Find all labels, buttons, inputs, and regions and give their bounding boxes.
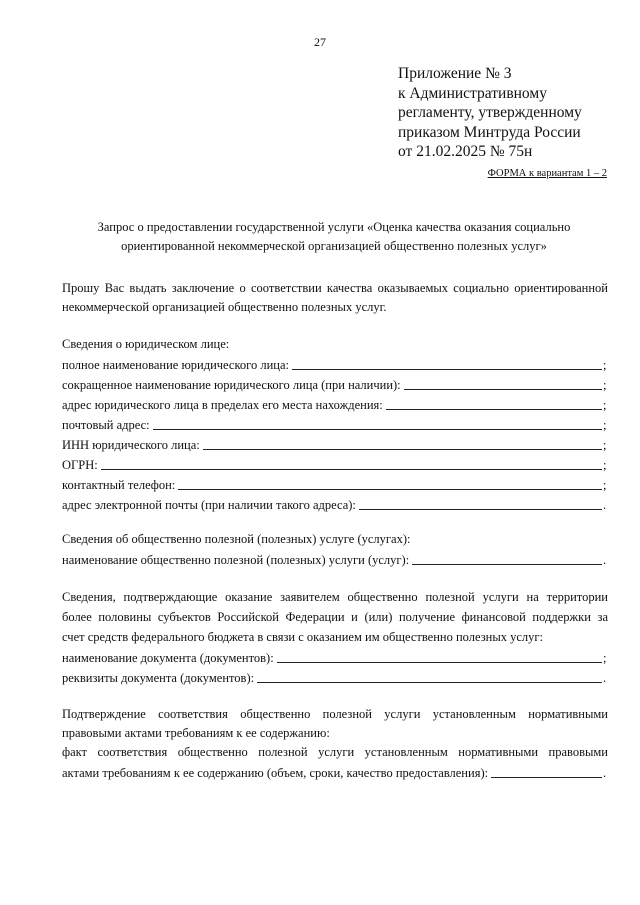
field-email[interactable] <box>62 494 608 513</box>
compliance-line: Подтверждение соответствия общественно полезной услуги установленным нормативными <box>62 707 608 721</box>
field-end: ; <box>603 418 607 432</box>
blank-line[interactable] <box>153 428 602 430</box>
blank-line[interactable] <box>292 368 602 370</box>
blank-line[interactable] <box>359 508 602 510</box>
field-end: ; <box>603 478 607 492</box>
field-label: ИНН юридического лица: <box>62 438 200 452</box>
document-title: Запрос о предоставлении государственной услуги «Оценка качества оказания социально ориентированной некоммерческой организацией общественно полезных услуг» <box>97 220 571 253</box>
field-document-name[interactable] <box>62 647 608 666</box>
appendix-line: приказом Минтруда России <box>398 123 581 141</box>
compliance-line: факт соответствия общественно полезной услуги установленным нормативными правовыми <box>62 745 608 759</box>
appendix-line: от 21.02.2025 № 75н <box>398 143 533 160</box>
field-label: адрес электронной почты (при наличии такого адреса): <box>62 498 356 512</box>
field-phone[interactable] <box>62 474 608 493</box>
field-end: ; <box>603 358 607 372</box>
field-label: наименование общественно полезной (полезных) услуги (услуг): <box>62 553 410 567</box>
blank-line[interactable] <box>412 563 602 565</box>
field-compliance-fact[interactable] <box>62 762 608 781</box>
field-end: . <box>603 766 607 780</box>
confirmation-line: более половины субъектов Российской Федерации и (или) получение финансовой поддержки за <box>62 610 608 624</box>
field-end: ; <box>603 378 607 392</box>
field-ogrn[interactable] <box>62 454 608 473</box>
blank-line[interactable] <box>277 661 602 663</box>
field-label: сокращенное наименование юридического лица (при наличии): <box>62 378 401 392</box>
blank-line[interactable] <box>386 408 602 410</box>
field-address[interactable] <box>62 394 608 413</box>
field-inn[interactable] <box>62 434 608 453</box>
blank-line[interactable] <box>257 681 602 683</box>
field-label: реквизиты документа (документов): <box>62 671 255 685</box>
form-note: ФОРМА к вариантам 1 – 2 <box>487 168 607 179</box>
blank-line[interactable] <box>491 776 602 778</box>
service-heading: Сведения об общественно полезной (полезных) услуге (услугах): <box>62 532 411 546</box>
field-end: ; <box>603 651 607 665</box>
field-label: контактный телефон: <box>62 478 176 492</box>
field-end: ; <box>603 438 607 452</box>
confirmation-line: счет средств федерального бюджета в связи с оказанием им общественно полезных услуг: <box>62 630 543 644</box>
field-end: . <box>603 553 607 567</box>
appendix-line: регламенту, утвержденному <box>398 104 582 121</box>
field-label: актами требованиям к ее содержанию (объем, сроки, качество предоставления): <box>62 766 489 780</box>
appendix-block <box>398 64 628 162</box>
field-end: ; <box>603 458 607 472</box>
blank-line[interactable] <box>178 488 602 490</box>
field-end: . <box>603 498 607 512</box>
legal-entity-heading: Сведения о юридическом лице: <box>62 337 230 351</box>
field-postal-address[interactable] <box>62 414 608 433</box>
compliance-line: правовыми актами требованиям к ее содержанию: <box>62 726 330 740</box>
blank-line[interactable] <box>404 388 602 390</box>
field-end: . <box>603 671 607 685</box>
appendix-line: к Административному <box>398 84 547 102</box>
field-full-name[interactable] <box>62 354 608 373</box>
request-line: Прошу Вас выдать заключение о соответствии качества оказываемых социально ориентированной <box>62 281 608 295</box>
field-end: ; <box>603 398 607 412</box>
field-service-name[interactable] <box>62 549 608 568</box>
field-label: адрес юридического лица в пределах его места нахождения: <box>62 398 383 412</box>
confirmation-line: Сведения, подтверждающие оказание заявителем общественно полезной услуги на территории <box>62 590 608 604</box>
appendix-line: Приложение № 3 <box>398 65 512 82</box>
field-label: полное наименование юридического лица: <box>62 358 289 372</box>
field-short-name[interactable] <box>62 374 608 393</box>
blank-line[interactable] <box>101 468 602 470</box>
page-number: 27 <box>314 35 326 49</box>
request-line: некоммерческой организацией общественно полезных услуг. <box>62 300 387 314</box>
field-label: почтовый адрес: <box>62 418 150 432</box>
blank-line[interactable] <box>203 448 602 450</box>
field-document-details[interactable] <box>62 667 608 686</box>
field-label: наименование документа (документов): <box>62 651 274 665</box>
field-label: ОГРН: <box>62 458 98 472</box>
